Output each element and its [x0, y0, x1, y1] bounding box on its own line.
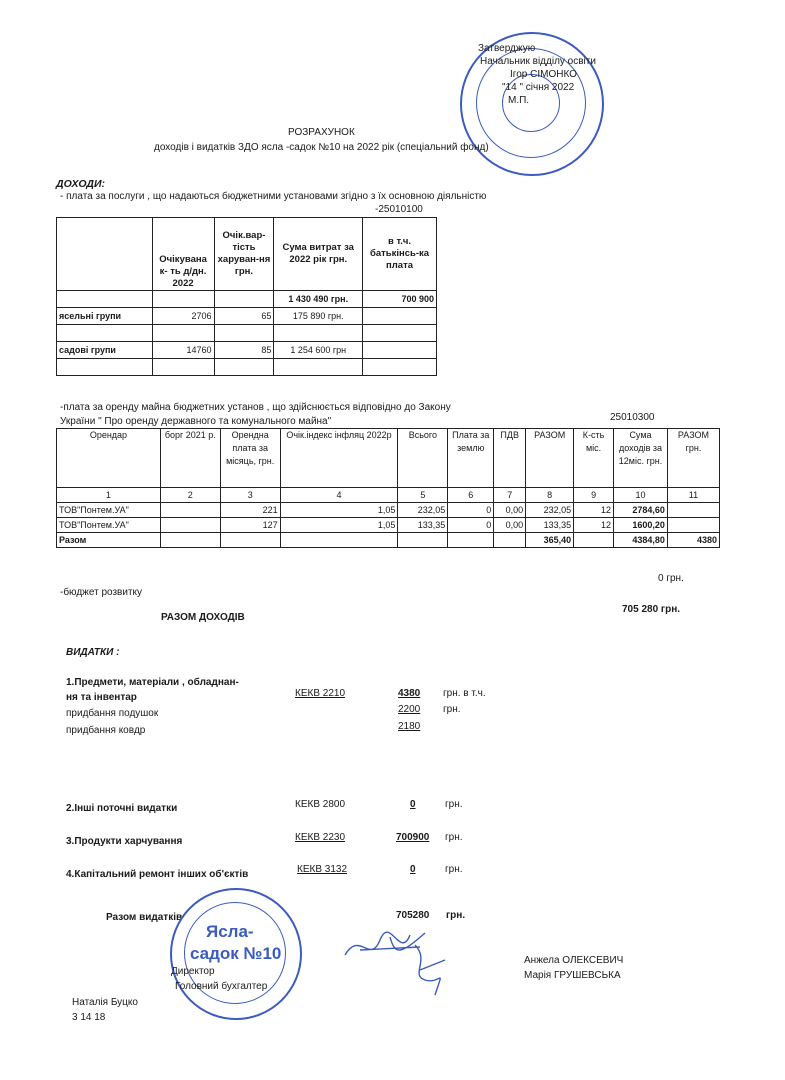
expense-item1-unit: грн. в т.ч.	[443, 688, 486, 699]
expense-item2-code: КЕКВ 2800	[295, 799, 346, 810]
table-cell: ТОВ"Понтем.УА"	[57, 518, 161, 533]
table-cell	[448, 533, 494, 548]
table-cell: 12	[574, 503, 614, 518]
table-cell: 1600,20	[614, 518, 668, 533]
rent-header-cell: Очік.індекс інфляц 2022р	[280, 429, 398, 488]
page-title: РОЗРАХУНОК	[288, 127, 355, 138]
table-cell	[57, 325, 153, 342]
expense-item1-sub1-value: 2200	[398, 704, 421, 715]
table-cell: 8	[526, 488, 574, 503]
rent-header-cell: Плата за землю	[448, 429, 494, 488]
rent-header-cell: борг 2021 р.	[160, 429, 220, 488]
table-cell	[152, 291, 214, 308]
services-text: - плата за послуги , що надаються бюджетними установами згідно з їх основною діяльністю	[60, 191, 487, 202]
table-cell: 11	[667, 488, 719, 503]
table-cell	[57, 359, 153, 376]
services-header-cell	[57, 218, 153, 291]
services-total-row	[57, 291, 437, 308]
expense-item1-value: 4380	[398, 688, 421, 699]
table-cell: 85	[214, 342, 274, 359]
table-cell: 232,05	[526, 503, 574, 518]
table-cell: 10	[614, 488, 668, 503]
prepared-phone: 3 14 18	[72, 1012, 106, 1023]
table-cell: ТОВ"Понтем.УА"	[57, 503, 161, 518]
approval-line-seal: М.П.	[508, 95, 530, 106]
total-income-value: 705 280 грн.	[622, 604, 681, 615]
table-cell: ясельні групи	[57, 308, 153, 325]
table-cell: 2	[160, 488, 220, 503]
rent-total-row	[57, 533, 720, 548]
table-cell: 7	[494, 488, 526, 503]
rent-header-cell: РАЗОМ грн.	[667, 429, 719, 488]
expense-item3-code: КЕКВ 2230	[295, 832, 346, 843]
total-expenses-unit: грн.	[446, 910, 466, 921]
services-header-cell: Очікувана к- ть д/дн. 2022	[152, 218, 214, 291]
accountant-signature	[405, 940, 455, 1000]
table-cell: 1,05	[280, 503, 398, 518]
table-cell	[363, 308, 437, 325]
table-cell: 133,35	[526, 518, 574, 533]
table-cell	[152, 359, 214, 376]
table-cell: 4380	[667, 533, 719, 548]
expense-item4-title: 4.Капітальний ремонт інших об'єктів	[66, 869, 249, 880]
rent-header-cell: Орендар	[57, 429, 161, 488]
services-table	[56, 217, 437, 376]
rent-header-cell: Всього	[398, 429, 448, 488]
table-cell: 4384,80	[614, 533, 668, 548]
table-cell	[363, 342, 437, 359]
rent-code: 25010300	[610, 412, 655, 423]
table-cell: 12	[574, 518, 614, 533]
table-cell	[274, 325, 363, 342]
table-cell: 3	[220, 488, 280, 503]
table-cell	[274, 359, 363, 376]
table-cell	[160, 503, 220, 518]
table-row	[57, 342, 437, 359]
table-cell: 4	[280, 488, 398, 503]
expense-item4-value: 0	[410, 864, 416, 875]
total-expenses-value: 705280	[396, 910, 430, 921]
table-cell	[214, 325, 274, 342]
table-cell: 221	[220, 503, 280, 518]
table-cell: 175 890 грн.	[274, 308, 363, 325]
accountant-label: Головний бухгалтер	[175, 981, 268, 992]
rent-table	[56, 428, 720, 548]
director-name: Анжела ОЛЕКСЕВИЧ	[524, 955, 624, 966]
approval-block	[478, 42, 596, 107]
table-cell: 65	[214, 308, 274, 325]
table-cell: 5	[398, 488, 448, 503]
expenses-heading: ВИДАТКИ :	[66, 647, 120, 658]
table-cell	[494, 533, 526, 548]
table-cell: 14760	[152, 342, 214, 359]
expense-item1-sub2-value: 2180	[398, 721, 421, 732]
rent-header-cell: ПДВ	[494, 429, 526, 488]
director-label: Директор	[171, 966, 215, 977]
table-cell: 133,35	[398, 518, 448, 533]
services-code: -25010100	[375, 204, 423, 215]
table-row	[57, 359, 437, 376]
approval-line-approve: Затверджую	[478, 43, 536, 54]
rent-number-row	[57, 488, 720, 503]
total-income-label: РАЗОМ ДОХОДІВ	[161, 612, 245, 623]
page-subtitle: доходів і видатків ЗДО ясла -садок №10 на 2022 рік (спеціальний фонд)	[154, 142, 489, 153]
table-cell: 0,00	[494, 503, 526, 518]
table-cell	[214, 359, 274, 376]
table-cell: 365,40	[526, 533, 574, 548]
expense-item3-unit: грн.	[445, 832, 463, 843]
table-cell: садові групи	[57, 342, 153, 359]
services-header-cell: Очік.вар-тість харуван-ня грн.	[214, 218, 274, 291]
table-cell	[363, 359, 437, 376]
table-cell: 0	[448, 518, 494, 533]
table-row	[57, 518, 720, 533]
expense-item1-sub2-label: придбання ковдр	[66, 725, 146, 736]
expense-item4-code: КЕКВ 3132	[297, 864, 348, 875]
table-cell: 0	[448, 503, 494, 518]
table-cell	[152, 325, 214, 342]
table-cell: 2784,60	[614, 503, 668, 518]
rent-header-cell: К-сть міс.	[574, 429, 614, 488]
rent-header-cell: Орендна плата за місяць, грн.	[220, 429, 280, 488]
table-cell	[220, 533, 280, 548]
table-cell: Разом	[57, 533, 161, 548]
rent-header-cell: РАЗОМ	[526, 429, 574, 488]
expense-item1-sub1-label: придбання подушок	[66, 708, 159, 719]
table-row	[57, 308, 437, 325]
table-cell: 1 254 600 грн	[274, 342, 363, 359]
expense-item1-title-b: ня та інвентар	[66, 692, 137, 703]
table-cell: 6	[448, 488, 494, 503]
table-cell	[160, 533, 220, 548]
table-cell	[160, 518, 220, 533]
table-cell: 127	[220, 518, 280, 533]
income-heading: ДОХОДИ:	[56, 178, 106, 190]
expense-item1-sub1-unit: грн.	[443, 704, 461, 715]
table-cell: 700 900	[363, 291, 437, 308]
prepared-by: Наталія Буцко	[72, 997, 138, 1008]
expense-item3-title: 3.Продукти харчування	[66, 836, 183, 847]
table-row	[57, 325, 437, 342]
table-cell: 2706	[152, 308, 214, 325]
services-header-cell: Сума витрат за 2022 рік грн.	[274, 218, 363, 291]
table-cell: 232,05	[398, 503, 448, 518]
rent-table-header	[57, 429, 720, 488]
dev-budget-label: -бюджет розвитку	[60, 587, 143, 598]
expense-item3-value: 700900	[396, 832, 430, 843]
table-cell: 9	[574, 488, 614, 503]
approval-line-position: Начальник відділу освіти	[480, 56, 596, 67]
approval-line-date: "14 " січня 2022	[502, 82, 575, 93]
expense-item2-value: 0	[410, 799, 416, 810]
rent-header-cell: Сума доходів за 12міс. грн.	[614, 429, 668, 488]
table-cell	[667, 503, 719, 518]
table-cell	[398, 533, 448, 548]
table-cell	[214, 291, 274, 308]
dev-budget-value: 0 грн.	[658, 573, 684, 584]
expense-item4-unit: грн.	[445, 864, 463, 875]
table-row	[57, 503, 720, 518]
rent-text-1: -плата за оренду майна бюджетних установ , що здійснюється відповідно до Закону	[60, 402, 451, 413]
expense-item1-code: КЕКВ 2210	[295, 688, 346, 699]
table-cell	[574, 533, 614, 548]
table-cell	[280, 533, 398, 548]
table-cell: 1 430 490 грн.	[274, 291, 363, 308]
table-cell	[57, 291, 153, 308]
table-cell	[667, 518, 719, 533]
approval-line-name: Ігор СІМОНКО	[510, 69, 577, 80]
table-cell: 1	[57, 488, 161, 503]
services-table-header	[57, 218, 437, 291]
rent-text-2: України " Про оренду державного та комунального майна"	[60, 416, 332, 427]
total-expenses-label: Разом видатків	[106, 912, 183, 923]
accountant-name: Марія ГРУШЕВСЬКА	[524, 970, 621, 981]
kindergarten-seal-text-a: Ясла-	[206, 922, 254, 941]
table-cell	[363, 325, 437, 342]
expense-item2-unit: грн.	[445, 799, 463, 810]
services-header-cell: в т.ч. батькінсь-ка плата	[363, 218, 437, 291]
kindergarten-seal-text-b: садок №10	[190, 944, 282, 963]
table-cell: 0,00	[494, 518, 526, 533]
table-cell: 1,05	[280, 518, 398, 533]
expense-item2-title: 2.Інші поточні видатки	[66, 803, 178, 814]
expense-item1-title-a: 1.Предмети, матеріали , обладнан-	[66, 677, 239, 688]
